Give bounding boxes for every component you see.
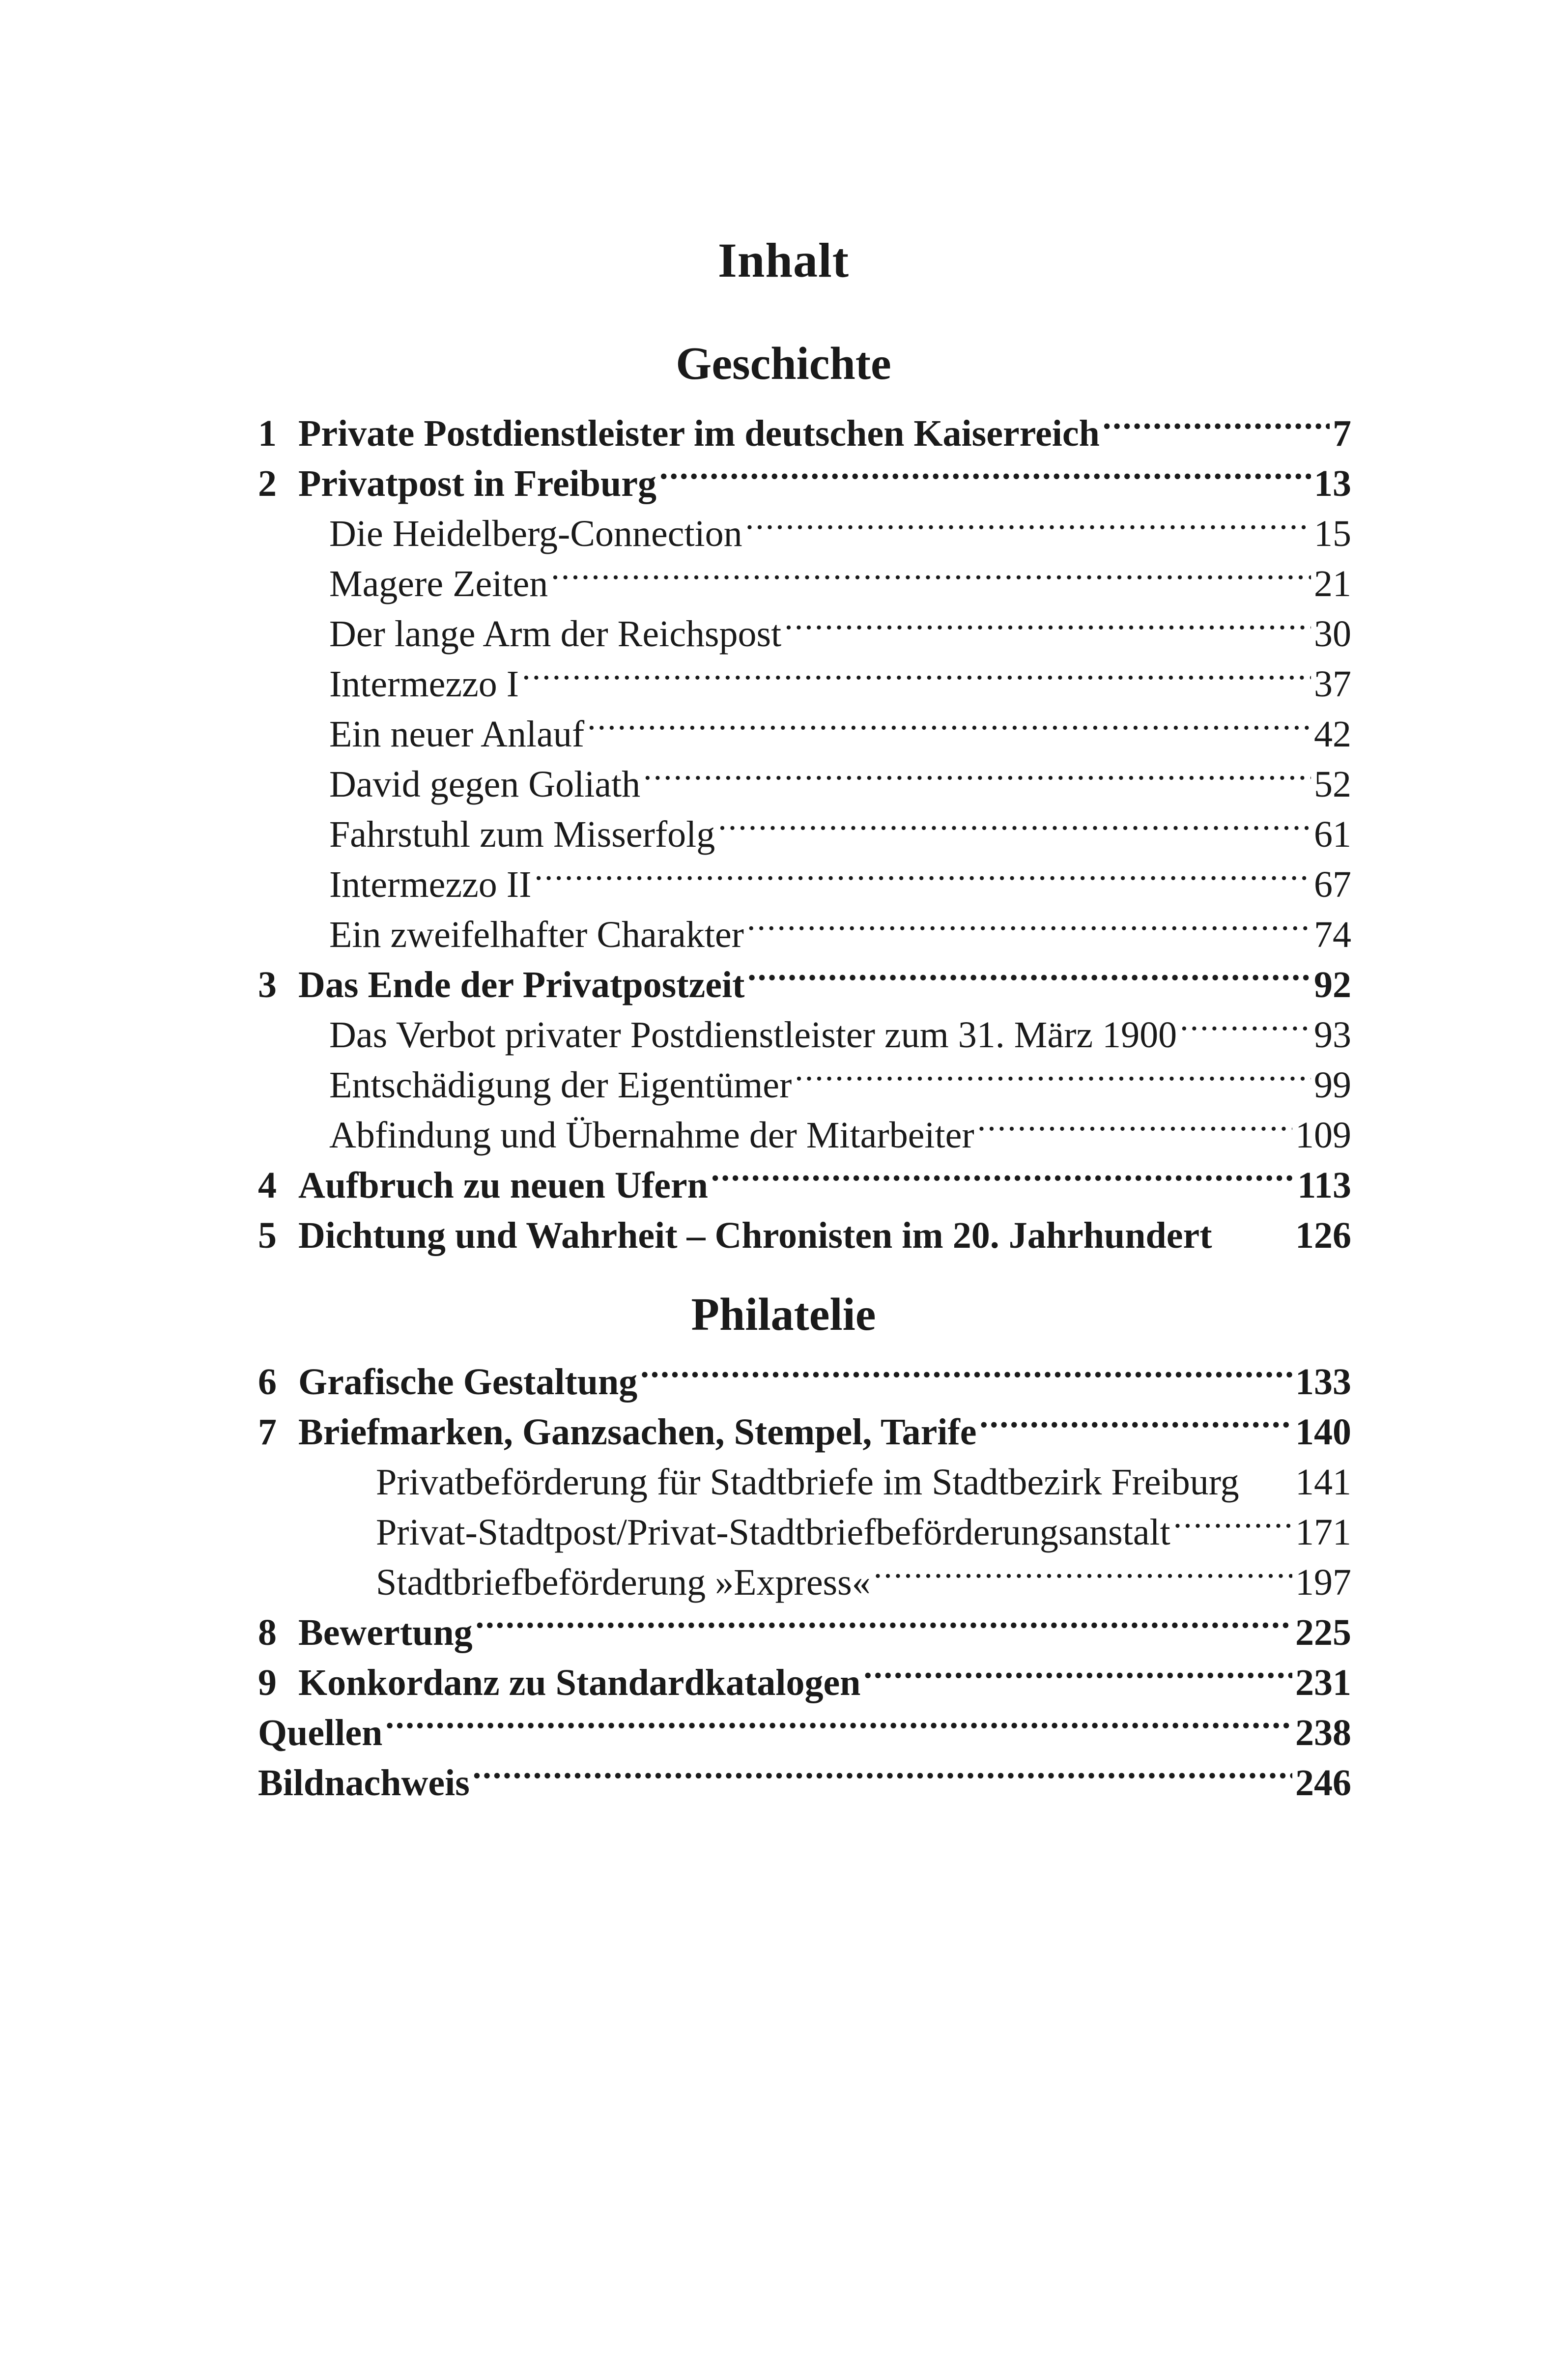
chapter-number: 7	[258, 1411, 277, 1453]
dot-leader	[980, 1394, 1292, 1444]
entry-title: Privatbeförderung für Stadtbriefe im Stadtbezirk Freiburg	[376, 1462, 1239, 1503]
page-number: 15	[1314, 513, 1351, 554]
chapter-number: 8	[258, 1612, 277, 1653]
entry-title: Dichtung und Wahrheit – Chronisten im 20. Jahrhundert	[298, 1215, 1212, 1256]
page-number: 133	[1295, 1361, 1351, 1403]
page-number: 109	[1295, 1115, 1351, 1156]
page-number: 246	[1295, 1762, 1351, 1804]
page-number: 37	[1314, 663, 1351, 705]
entry-title: Aufbruch zu neuen Ufern	[298, 1165, 708, 1206]
entry-title: Briefmarken, Ganzsachen, Stempel, Tarife	[298, 1411, 977, 1453]
page-number: 113	[1297, 1165, 1351, 1206]
dot-leader	[385, 1695, 1292, 1745]
dot-leader	[1242, 1444, 1292, 1494]
dot-leader	[747, 897, 1311, 947]
dot-leader	[640, 1344, 1292, 1394]
chapter-number: 9	[258, 1662, 277, 1703]
entry-title: Entschädigung der Eigentümer	[329, 1064, 792, 1106]
entry-title: Abfindung und Übernahme der Mitarbeiter	[329, 1115, 974, 1156]
page-number: 238	[1295, 1712, 1351, 1753]
chapter-number: 6	[258, 1361, 277, 1403]
dot-leader	[643, 746, 1311, 797]
page-number: 7	[1333, 413, 1351, 454]
entry-title: Der lange Arm der Reichspost	[329, 613, 782, 655]
page-number: 93	[1314, 1014, 1351, 1056]
entry-title: Privat-Stadtpost/Privat-Stadtbriefbeförderungsanstalt	[376, 1512, 1170, 1553]
page-title: Inhalt	[717, 233, 850, 287]
page-number: 140	[1295, 1411, 1351, 1453]
dot-leader	[977, 1097, 1292, 1147]
dot-leader	[1215, 1198, 1292, 1248]
dot-leader	[522, 646, 1311, 696]
dot-leader	[863, 1645, 1292, 1695]
page-number: 30	[1314, 613, 1351, 655]
entry-title: Intermezzo I	[329, 663, 519, 705]
page-number: 61	[1314, 814, 1351, 855]
page-number: 225	[1295, 1612, 1351, 1653]
entry-title: Stadtbriefbeförderung »Express«	[376, 1562, 871, 1603]
entry-title: Die Heidelberg-Connection	[329, 513, 742, 554]
dot-leader	[534, 847, 1311, 897]
dot-leader	[711, 1147, 1294, 1198]
entry-title: Das Verbot privater Postdienstleister zum 31. März 1900	[329, 1014, 1177, 1056]
dot-leader	[1103, 396, 1330, 446]
entry-title: Magere Zeiten	[329, 563, 548, 604]
entry-title: Bewertung	[298, 1612, 473, 1653]
section-heading-geschichte: Geschichte	[676, 338, 891, 389]
page-number: 42	[1314, 714, 1351, 755]
toc-entry[interactable]	[258, 396, 1351, 454]
page-number: 231	[1295, 1662, 1351, 1703]
entry-title: Fahrstuhl zum Misserfolg	[329, 814, 715, 855]
page-number: 92	[1314, 964, 1351, 1005]
dot-leader	[795, 1047, 1311, 1097]
toc-entry[interactable]	[258, 1344, 1351, 1403]
toc-list-philatelie	[258, 1344, 1351, 1804]
dot-leader	[1180, 997, 1311, 1047]
page-number: 21	[1314, 563, 1351, 604]
chapter-number: 1	[258, 413, 277, 454]
toc-entry[interactable]	[258, 1695, 1351, 1753]
dot-leader	[874, 1545, 1292, 1595]
page-number: 141	[1295, 1462, 1351, 1503]
page-number: 197	[1295, 1562, 1351, 1603]
page-number: 13	[1314, 463, 1351, 504]
chapter-number: 3	[258, 964, 277, 1005]
entry-title: Ein neuer Anlauf	[329, 714, 585, 755]
page-number: 74	[1314, 914, 1351, 955]
entry-title: Konkordanz zu Standardkatalogen	[298, 1662, 861, 1703]
page-number: 99	[1314, 1064, 1351, 1106]
page-number: 171	[1295, 1512, 1351, 1553]
dot-leader	[745, 496, 1311, 546]
page-number: 126	[1295, 1215, 1351, 1256]
dot-leader	[1173, 1494, 1292, 1545]
dot-leader	[587, 696, 1311, 746]
dot-leader	[551, 546, 1311, 596]
chapter-number: 4	[258, 1165, 277, 1206]
toc-entry[interactable]	[258, 1745, 1351, 1804]
entry-title: Quellen	[258, 1712, 383, 1753]
chapter-number: 2	[258, 463, 277, 504]
entry-title: Intermezzo II	[329, 864, 532, 905]
dot-leader	[473, 1745, 1292, 1795]
entry-title: Grafische Gestaltung	[298, 1361, 638, 1403]
entry-title: Bildnachweis	[258, 1762, 470, 1804]
dot-leader	[718, 797, 1311, 847]
entry-title: Das Ende der Privatpostzeit	[298, 964, 745, 1005]
page-number: 67	[1314, 864, 1351, 905]
entry-title: David gegen Goliath	[329, 764, 641, 805]
entry-title: Privatpost in Freiburg	[298, 463, 657, 504]
entry-title: Private Postdienstleister im deutschen Kaiserreich	[298, 413, 1100, 454]
dot-leader	[784, 596, 1311, 646]
page-number: 52	[1314, 764, 1351, 805]
dot-leader	[476, 1595, 1292, 1645]
entry-title: Ein zweifelhafter Charakter	[329, 914, 744, 955]
section-heading-philatelie: Philatelie	[691, 1289, 876, 1340]
toc-list-geschichte	[258, 396, 1351, 1256]
dot-leader	[659, 446, 1311, 496]
dot-leader	[747, 947, 1311, 997]
chapter-number: 5	[258, 1215, 277, 1256]
